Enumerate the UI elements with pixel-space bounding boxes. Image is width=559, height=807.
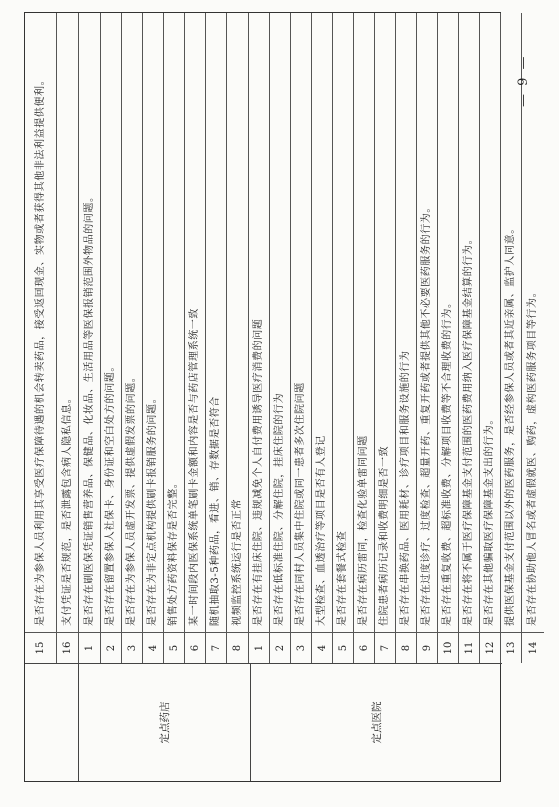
- table-row: [396, 13, 417, 663]
- row-number: 1: [249, 632, 269, 663]
- category-cell-hospital: [251, 663, 502, 781]
- row-text: 视频监控系统运行是否正常: [231, 498, 243, 626]
- row-text: 是否存在病历雷同，检查化验单雷同问题: [358, 435, 369, 626]
- table-row: [480, 13, 501, 663]
- row-text: 是否存在有挂床住院、违规减免个人自付费用诱导医疗消费的问题: [253, 318, 264, 626]
- table-row: [312, 13, 333, 663]
- row-text: 是否存在串换药品、医用耗材、诊疗项目和服务设施的行为: [400, 350, 411, 626]
- table-row: [501, 13, 522, 663]
- row-text: 是否存在低标准住院、分解住院，挂床住院的行为: [274, 392, 285, 626]
- row-text: 是否存在同村人员集中住院或同一患者多次住院问题: [295, 382, 306, 626]
- inspection-table: [24, 12, 539, 782]
- table-row: [291, 13, 312, 663]
- table-row: [438, 13, 459, 663]
- table-row: [143, 13, 164, 663]
- row-text: 支付凭证是否规范，是否泄露包含病人隐私信息。: [61, 392, 73, 626]
- row-number: 1: [79, 632, 100, 663]
- table-row: [354, 13, 375, 663]
- row-text: 是否存在将不属于医疗保障基金支付范围的医药费用纳入医疗保障基金结算的行为。: [463, 233, 474, 626]
- row-text: 某一时间段内医保系统单笔刷卡金额和内容是否与药店管理系统一致: [189, 308, 200, 626]
- row-text: 是否存在其他骗取医疗保障基金支出的行为。: [484, 414, 495, 626]
- row-number: 4: [312, 632, 332, 663]
- table-row: [164, 13, 185, 663]
- row-number: 7: [206, 632, 226, 663]
- table-row: [375, 13, 396, 663]
- row-text: 是否存在留置参保人社保卡、身份证和空白处方的问题。: [105, 361, 116, 626]
- table-row: [333, 13, 354, 663]
- row-number: 5: [164, 632, 184, 663]
- row-number: 8: [227, 632, 248, 663]
- row-text: 销售处方药资料保存是否完整。: [168, 477, 179, 626]
- row-number: 12: [480, 632, 500, 663]
- table-row: [57, 13, 79, 663]
- table-row: [249, 13, 270, 663]
- row-number: 3: [291, 632, 311, 663]
- category-cell-pharmacy: [79, 663, 251, 781]
- table-row: [101, 13, 122, 663]
- row-text: 是否存在套餐式检查: [337, 530, 348, 626]
- row-number: 9: [417, 632, 437, 663]
- table-row: [270, 13, 291, 663]
- row-number: 13: [501, 632, 521, 663]
- row-number: 2: [270, 632, 290, 663]
- row-number: 10: [438, 632, 458, 663]
- row-number: 11: [459, 632, 479, 663]
- row-number: 3: [122, 632, 142, 663]
- table-row: [459, 13, 480, 663]
- row-number: 6: [185, 632, 205, 663]
- table-row: [79, 13, 101, 663]
- table-row: [122, 13, 143, 663]
- row-number: 14: [522, 632, 544, 663]
- table-row: [206, 13, 227, 663]
- row-text: 是否存在重复收费、超标准收费、分解项目收费等不合理收费的行为。: [442, 297, 453, 626]
- category-label: 定点药店: [159, 701, 171, 744]
- row-number: 5: [333, 632, 353, 663]
- row-number: 7: [375, 632, 395, 663]
- category-cell-prev: [25, 663, 79, 781]
- row-number: 6: [354, 632, 374, 663]
- table-row: [417, 13, 438, 663]
- category-label: 定点医院: [371, 701, 383, 744]
- row-number: 15: [25, 632, 56, 663]
- row-text: 是否存在刷医保凭证销售营养品、保健品、化妆品、生活用品等医保报销范围外物品的问题。: [83, 191, 95, 626]
- table-row: [522, 13, 544, 663]
- row-number: 2: [101, 632, 121, 663]
- table-row: [25, 13, 57, 663]
- row-number: 16: [57, 632, 78, 663]
- row-text: 提供医保基金支付范围以外的医药服务，是否经参保人员或者其近亲属、监护人同意。: [505, 223, 516, 626]
- row-text: 是否存在为非定点机构提供刷卡报销服务的问题。: [147, 392, 158, 626]
- page-number: — 9 —: [516, 54, 531, 107]
- row-text: 是否存在为参保人员利用其享受医疗保障待遇的机会转卖药品，接受返回现金、实物或者获得其他非法利益提供便利。: [34, 74, 46, 626]
- row-text: 是否存在为参保人员虚开发票、提供虚假发票的问题。: [126, 371, 137, 626]
- row-number: 4: [143, 632, 163, 663]
- row-text: 随机抽取3-5种药品，看进、销、存数据是否符合: [210, 396, 221, 626]
- row-text: 住院患者病历记录和收费明细是否一致: [379, 445, 390, 626]
- row-text: 大型检查、血透治疗等项目是否有人登记: [316, 435, 327, 626]
- table-row: [227, 13, 249, 663]
- row-text: 是否存在过度诊疗、过度检查、超量开药、重复开药或者提供其他不必要医药服务的行为。: [421, 202, 432, 626]
- row-number: 8: [396, 632, 416, 663]
- row-text: 是否存在协助他人冒名或者虚假就医、购药，虚构医药服务项目等行为。: [527, 286, 538, 626]
- table-row: [185, 13, 206, 663]
